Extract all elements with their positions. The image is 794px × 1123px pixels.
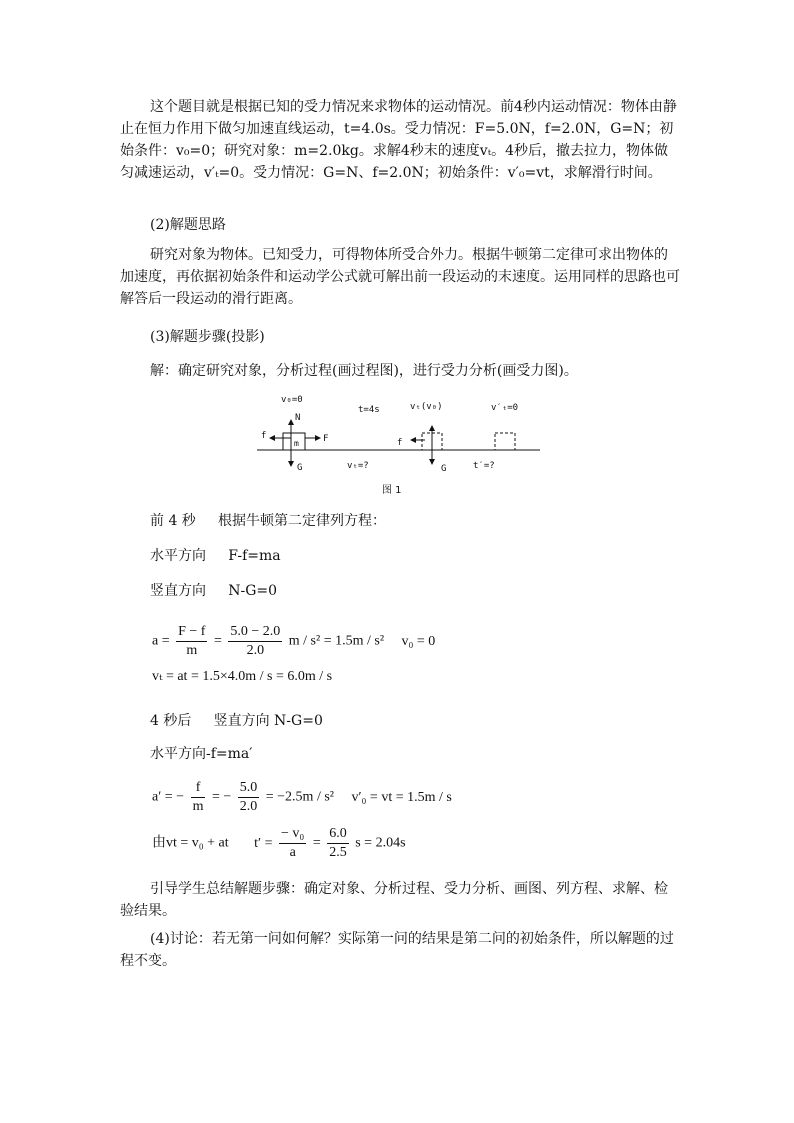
label-N: N — [295, 413, 301, 423]
formula-acceleration: a = $\frac{F - f}{m}$ = $\frac{5.0 - 2.0}{2.0}$ m / s² = 1.5m / s² v₀ = 0 — [152, 624, 436, 658]
label-f-mid: f — [397, 438, 403, 448]
fraction-v0-over-a: $\frac{\text{− v₀}}{a}$ — [281, 826, 305, 860]
solution-intro: 解：确定研究对象，分析过程(画过程图)，进行受力分析(画受力图)。 — [150, 363, 578, 379]
fraction-numeric-2: $\frac{5.0}{2.0}$ — [239, 780, 258, 814]
label-vt-end: v′ₜ=0 — [491, 403, 519, 413]
formula-deceleration: a′ = − $\frac{f}{m}$ = − $\frac{5.0}{2.0}$ = −2.5m / s² v′₀ = vt = 1.5m / s — [152, 780, 452, 814]
label-f-left: f — [261, 431, 267, 441]
fraction-time-numeric: $\frac{6.0}{2.5}$ — [329, 826, 347, 860]
heading-solution-approach: (2)解题思路 — [150, 217, 226, 233]
label-G-left: G — [297, 463, 303, 473]
label-tprime-unknown: t′=? — [473, 461, 495, 471]
step-first-4-seconds: 前 4 秒 根据牛顿第二定律列方程： — [150, 513, 387, 529]
heading-solution-steps: (3)解题步骤(投影) — [150, 329, 265, 345]
step-after-4-seconds: 4 秒后 竖直方向 N-G=0 — [150, 713, 323, 729]
fraction-net-force: $\frac{F - f}{m}$ — [178, 624, 206, 658]
label-vt-v0: vₜ(v₀) — [410, 402, 443, 412]
label-t4s: t=4s — [358, 405, 380, 415]
process-force-diagram — [255, 390, 545, 500]
paragraph-summary: 引导学生总结解题步骤：确定对象、分析过程、受力分析、画图、列方程、求解、检验结果。 — [120, 881, 668, 919]
formula-v0-prime: v′₀ = vt = 1.5m / s — [351, 789, 452, 805]
formula-a-result: m / s² = 1.5m / s² — [288, 633, 385, 649]
equation-vertical: 竖直方向 N-G=0 — [150, 583, 278, 599]
formula-time: 由vt = v₀ + at t′ = $\frac{\text{− v₀}}{a}$ = $\frac{6.0}{2.5}$ s = 2.04s — [152, 826, 406, 860]
equation-horizontal: 水平方向 F-f=ma — [150, 548, 281, 564]
equation-horizontal-2: 水平方向-f=ma′ — [150, 746, 253, 762]
formula-final-velocity: vₜ = at = 1.5×4.0m / s = 6.0m / s — [152, 669, 333, 684]
paragraph-discussion: (4)讨论：若无第一问如何解？实际第一问的结果是第二问的初始条件，所以解题的过程不变。 — [120, 931, 674, 969]
label-v0: v₀=0 — [281, 395, 303, 405]
block-end — [495, 433, 515, 450]
formula-v0: v₀ = 0 — [401, 633, 436, 649]
label-m: m — [294, 439, 299, 448]
fraction-friction: $\frac{f}{m}$ — [192, 780, 204, 814]
fraction-numeric: $\frac{5.0 - 2.0}{2.0}$ — [230, 624, 281, 658]
label-vt-unknown: vₜ=? — [347, 461, 369, 471]
label-G-mid: G — [441, 464, 447, 474]
figure-caption: 图 1 — [382, 485, 402, 496]
label-F: F — [323, 434, 329, 444]
paragraph-motion-analysis: 这个题目就是根据已知的受力情况来求物体的运动情况。前4秒内运动情况：物体由静止在恒力作用下做匀加速直线运动，t=4.0s。受力情况：F=5.0N，f=2.0N，G=N；初始条件：v₀=0；研究对象：m=2.0kg。求解4秒末的速度vₜ。4秒后，撤去拉力，物体做匀减速运动，v′ₜ=0。受力情况：G=N、f=2.0N；初始条件：v′₀=vt，求解滑行时间。 — [120, 99, 677, 181]
formula-a-lhs: a = — [152, 633, 170, 649]
paragraph-approach: 研究对象为物体。已知受力，可得物体所受合外力。根据牛顿第二定律可求出物体的加速度，再依据初始条件和运动学公式就可解出前一段运动的末速度。运用同样的思路也可解答后一段运动的滑行距离。 — [120, 247, 680, 307]
